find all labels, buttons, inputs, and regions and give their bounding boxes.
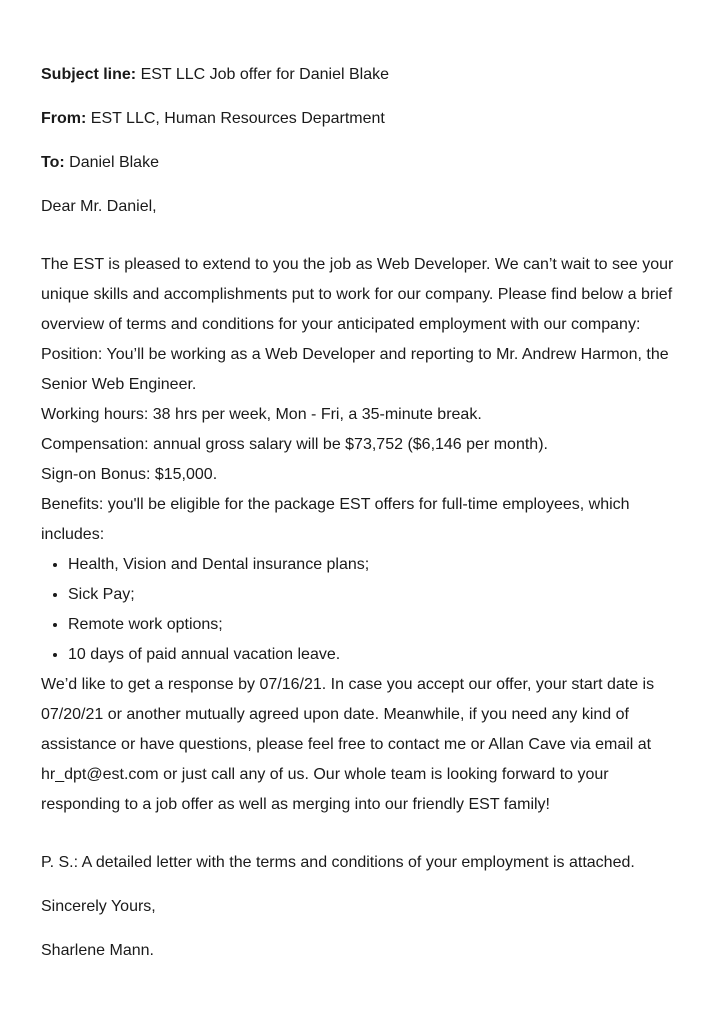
email-letter <box>41 62 681 964</box>
intro-paragraph: The EST is pleased to extend to you the job as Web Developer. We can’t wait to see your unique skills and accomplishments put to work for our company. Please find below a brief overview of terms and conditions for your anticipated employment with our company: <box>41 256 674 333</box>
to-value: Daniel Blake <box>69 154 159 171</box>
list-item: • Remote work options; <box>68 610 681 640</box>
from-line <box>41 106 681 150</box>
postscript: P. S.: A detailed letter with the terms and conditions of your employment is attached. <box>41 854 635 871</box>
spacer <box>41 820 681 850</box>
list-item: • 10 days of paid annual vacation leave. <box>68 640 681 670</box>
subject-line <box>41 62 681 106</box>
benefits-intro: Benefits: you'll be eligible for the package EST offers for full-time employees, which includes: <box>41 496 630 543</box>
to-label: To: <box>41 154 65 171</box>
compensation-line: Compensation: annual gross salary will be $73,752 ($6,146 per month). <box>41 436 548 453</box>
to-line <box>41 150 681 194</box>
signature: Sharlene Mann. <box>41 942 154 959</box>
letter-body <box>41 250 681 820</box>
from-label: From: <box>41 110 87 127</box>
response-paragraph: We’d like to get a response by 07/16/21. In case you accept our offer, your start date is 07/20/21 or another mutually agreed upon date. Meanwhile, if you need any kind of assistance or have questions, please feel free to contact me or Allan Cave via email at hr_dpt@est.com or just call any of us. Our whole team is looking forward to your responding to a job offer as well as merging into our friendly EST family! <box>41 676 655 813</box>
benefits-list <box>41 550 681 670</box>
closing: Sincerely Yours, <box>41 898 156 915</box>
subject-label: Subject line: <box>41 66 137 83</box>
position-line: Position: You’ll be working as a Web Developer and reporting to Mr. Andrew Harmon, the Senior Web Engineer. <box>41 346 669 393</box>
subject-value: EST LLC Job offer for Daniel Blake <box>140 66 390 83</box>
list-item: • Sick Pay; <box>68 580 681 610</box>
from-value: EST LLC, Human Resources Department <box>90 110 385 127</box>
list-item: • Health, Vision and Dental insurance plans; <box>68 550 681 580</box>
sign-on-bonus-line: Sign-on Bonus: $15,000. <box>41 466 218 483</box>
greeting: Dear Mr. Daniel, <box>41 198 157 215</box>
working-hours-line: Working hours: 38 hrs per week, Mon - Fri, a 35-minute break. <box>41 406 482 423</box>
